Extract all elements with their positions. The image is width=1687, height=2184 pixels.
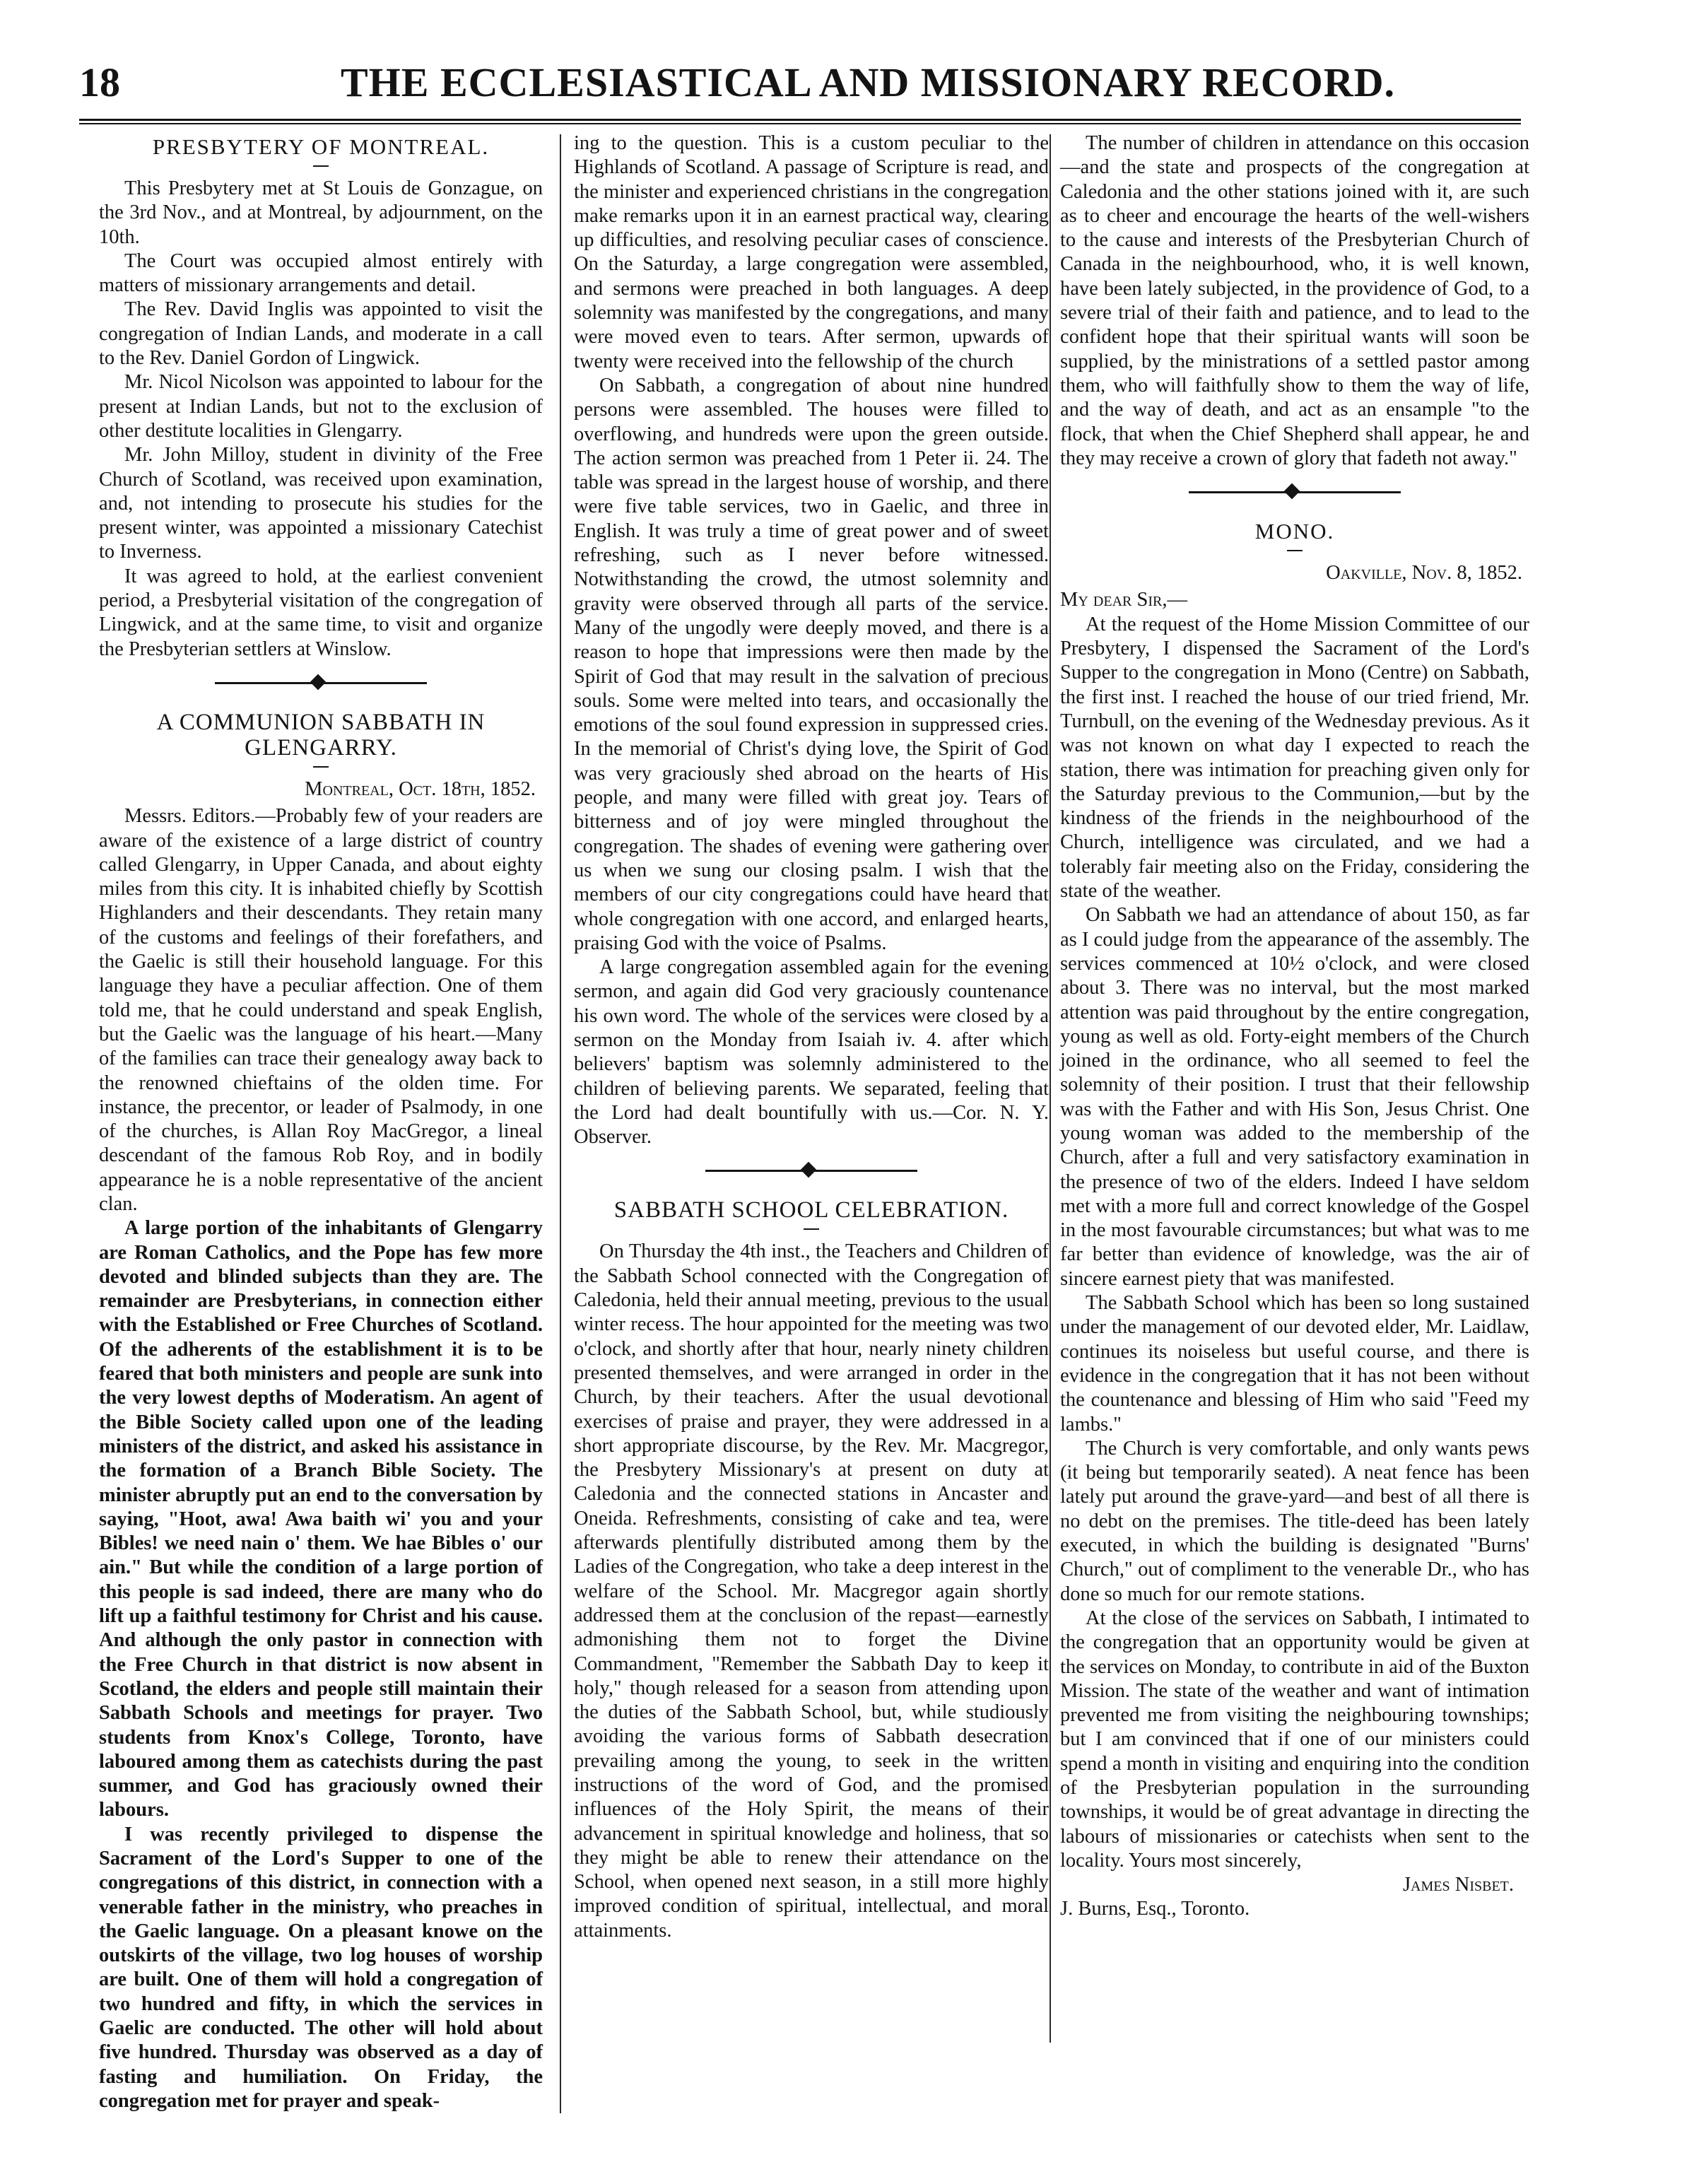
column-divider: [560, 134, 561, 2113]
paragraph: ing to the question. This is a custom peculiar to the Highlands of Scotland. A passage of Scripture is read, and the minister and experienced christians in the congregation make remarks upon it in an earnest practical way, clearing up difficulties, and resolving peculiar cases of conscience. On the Saturday, a large congregation were assembled, and sermons were preached in both languages. A deep solemnity was manifested by the congregations, and many were moved even to tears. After sermon, upwards of twenty were received into the fellowship of the church: [574, 132, 1049, 372]
paragraph: It was agreed to hold, at the earliest convenient period, a Presbyterial visitation of the congregation of Lingwick, and at the same time, to visit and organize the Presbyterian settlers at Winslow.: [99, 565, 543, 660]
page-header: [79, 58, 1521, 107]
addressee: J. Burns, Esq., Toronto.: [1060, 1898, 1250, 1920]
heading-dash: [313, 165, 329, 167]
column-1: [99, 131, 543, 2112]
signature: James Nisbet.: [1402, 1874, 1514, 1896]
heading-dash: [313, 766, 329, 768]
dateline: Oakville, Nov. 8, 1852.: [1326, 562, 1522, 585]
paragraph: Mr. John Milloy, student in divinity of the Free Church of Scotland, was received upon examination, and, not intending to prosecute his studies for the present winter, was appointed a missionary Catechist to Inverness.: [99, 444, 543, 563]
heading-dash: [1287, 550, 1303, 551]
article-heading-mono: MONO.: [1254, 519, 1335, 544]
paragraph: On Sabbath we had an attendance of about 150, as far as I could judge from the appearance of the assembly. The services commenced at 10½ o'clock, and were closed about 3. There was no interval, but the most marked attention was paid throughout by the entire congregation, young as well as old. Forty-eight members of the Church joined in the ordinance, who all seemed to feel the solemnity of their position. I trust that their fellowship was with the Father and with His Son, Jesus Christ. One young woman was added to the membership of the Church, after a full and very satisfactory examination in the presence of two of the elders. Indeed I have seldom met with a more full and correct knowledge of the Gospel in the most favourable circumstances; but what was to me far better than evidence of knowledge, was the air of sincere earnest piety that was manifested.: [1060, 904, 1529, 1290]
article-heading-presbytery-of-montreal: PRESBYTERY OF MONTREAL.: [152, 134, 490, 159]
paragraph: At the close of the services on Sabbath, I intimated to the congregation that an opportunity would be given at the services on Monday, to contribute in aid of the Buxton Mission. The state of the weather and want of intimation prevented me from visiting the neighbouring townships; but I am convinced that if one of our ministers could spend a month in visiting and enquiring into the condition of the Presbyterian population in the surrounding townships, it would be of great advantage in directing the labours of missionaries or catechists when sent to the locality. Yours most sincerely,: [1060, 1607, 1529, 1872]
paragraph: A large congregation assembled again for the evening sermon, and again did God very graciously countenance his own word. The whole of the services were closed by a sermon on the Monday from Isaiah iv. 4. after which believers' baptism was solemnly administered to the children of believing parents. We separated, feeling that the Lord had dealt bountifully with us.—Cor. N. Y. Observer.: [574, 956, 1049, 1149]
article-heading-sabbath-school: SABBATH SCHOOL CELEBRATION.: [613, 1197, 1009, 1223]
paragraph: At the request of the Home Mission Committee of our Presbytery, I dispensed the Sacrament of the Lord's Supper to the congregation in Mono (Centre) on Sabbath, the first inst. I reached the house of our tried friend, Mr. Turnbull, on the evening of the Wednesday previous. As it was not known on what day I expected to reach the station, there was intimation for preaching given only for the Saturday previous to the Communion,—but by the kindness of the friends in the neighbourhood of the Church, intelligence was circulated, and we had a tolerably fair meeting also on the Friday, considering the state of the weather.: [1060, 613, 1529, 903]
paragraph: The Church is very comfortable, and only wants pews (it being but temporarily seated). A neat fence has been lately put around the grave-yard—and best of all there is no debt on the premises. The title-deed has been lately executed, in which the building is designated "Burns' Church," out of compliment to the venerable Dr., who has done so much for our remote stations.: [1060, 1437, 1529, 1605]
section-ornament: [1189, 481, 1401, 506]
salutation: My dear Sir,—: [1060, 589, 1187, 611]
paragraph: I was recently privileged to dispense the Sacrament of the Lord's Supper to one of the congregations of this district, in connection with a venerable father in the ministry, who preaches in the Gaelic language. On a pleasant knowe on the outskirts of the village, two log houses of worship are built. One of them will hold a congregation of two hundred and fifty, in which the services in Gaelic are conducted. The other will hold about five hundred. Thursday was observed as a day of fasting and humiliation. On Friday, the congregation met for prayer and speak-: [99, 1823, 543, 2112]
paragraph: On Sabbath, a congregation of about nine hundred persons were assembled. The houses were filled to overflowing, and hundreds were upon the green outside. The action sermon was preached from 1 Peter ii. 24. The table was spread in the largest house of worship, and there were five table services, two in Gaelic, and three in English. It was truly a time of great power and of sweet refreshing, such as I never before witnessed. Notwithstanding the crowd, the utmost solemnity and gravity were observed through all parts of the service. Many of the ungodly were deeply moved, and there is a reason to hope that impressions were then made by the Spirit of God that may result in the salvation of precious souls. Some were melted into tears, and occasionally the emotions of the soul found expression in suppressed cries. In the memorial of Christ's dying love, the Spirit of God was very graciously shed abroad on the hearts of His people, and many were filled with great joy. Tears of bitterness and of joy were mingled throughout the congregation. The shades of evening were gathering over us when we sung our closing psalm. I wish that the members of our city congregations could have heard that whole congregation with one accord, and enlarged hearts, praising God with the voice of Psalms.: [574, 374, 1049, 954]
paragraph: This Presbytery met at St Louis de Gonzague, on the 3rd Nov., and at Montreal, by adjournment, on the 10th.: [99, 177, 543, 248]
column-divider: [1050, 134, 1051, 2043]
paragraph: The Sabbath School which has been so long sustained under the management of our devoted elder, Mr. Laidlaw, continues its noiseless but useful course, and there is evidence in the congregation that it has not been without the countenance and blessing of Him who said "Feed my lambs.": [1060, 1292, 1529, 1436]
running-title: THE ECCLESIASTICAL AND MISSIONARY RECORD.: [341, 59, 1395, 105]
paragraph: On Thursday the 4th inst., the Teachers and Children of the Sabbath School connected with the Congregation of Caledonia, held their annual meeting, previous to the usual winter recess. The hour appointed for the meeting was two o'clock, and shortly after that hour, nearly ninety children presented themselves, and were arranged in order in the Church, by their teachers. After the usual devotional exercises of praise and prayer, they were addressed in a short appropriate discourse, by the Rev. Mr. Macgregor, the Presbytery Missionary's at present on duty at Caledonia and the connected stations in Ancaster and Oneida. Refreshments, consisting of cake and tea, were afterwards plentifully distributed among them by the Ladies of the Congregation, who take a deep interest in the welfare of the School. Mr. Macgregor again shortly addressed them at the conclusion of the repast—earnestly admonishing them not to forget the Divine Commandment, "Remember the Sabbath Day to keep it holy," though released for a season from attending upon the duties of the Sabbath School, but, while studiously avoiding the various forms of Sabbath desecration prevailing among the young, to seek in the written instructions of the word of God, and the promised influences of the Holy Spirit, the means of their advancement in spiritual knowledge and holiness, that so they might be able to renew their attendance on the School, when opened next season, in a still more highly improved condition of spiritual, intellectual, and moral attainments.: [574, 1240, 1049, 1942]
header-double-rule: [79, 119, 1521, 124]
paragraph: A large portion of the inhabitants of Glengarry are Roman Catholics, and the Pope has few more devoted and blinded subjects than they are. The remainder are Presbyterians, in connection either with the Established or Free Churches of Scotland. Of the adherents of the establishment it is to be feared that both ministers and people are sunk into the very lowest depths of Moderatism. An agent of the Bible Society called upon one of the leading ministers of the district, and asked his assistance in the formation of a Branch Bible Society. The minister abruptly put an end to the conversation by saying, "Hoot, awa! Awa baith wi' you and your Bibles! we need nain o' them. We hae Bibles o' our ain." But while the condition of a large portion of this people is sad indeed, there are many who do lift up a faithful testimony for Christ and his cause. And although the only pastor in connection with the Free Church in that district is now absent in Scotland, the elders and people still maintain their Sabbath Schools and meetings for prayer. Two students from Knox's College, Toronto, have laboured among them as catechists during the past summer, and God has graciously owned their labours.: [99, 1217, 543, 1821]
paragraph: The Rev. David Inglis was appointed to visit the congregation of Indian Lands, and moderate in a call to the Rev. Daniel Gordon of Lingwick.: [99, 298, 543, 370]
article-heading-communion-sabbath: A COMMUNION SABBATH IN GLENGARRY.: [156, 709, 486, 761]
paragraph: The number of children in attendance on this occasion—and the state and prospects of the congregation at Caledonia and the other stations joined with it, are such as to cheer and encourage the hearts of the well-wishers to the cause and interests of the Presbyterian Church of Canada in the neighbourhood, who, it is well known, have been lately subjected, in the providence of God, to a severe trial of their faith and patience, and to lead to the confident hope that their spiritual wants will soon be supplied, by the ministrations of a settled pastor among them, who will faithfully show to them the way of life, and the way of death, and act as an ensample "to the flock, that when the Chief Shepherd shall appear, he and they may receive a crown of glory that fadeth not away.": [1060, 132, 1529, 469]
section-ornament: [705, 1159, 917, 1185]
column-2: [574, 131, 1049, 2069]
column-3: [1060, 131, 1529, 2069]
paragraph: Mr. Nicol Nicolson was appointed to labour for the present at Indian Lands, but not to the exclusion of other destitute localities in Glengarry.: [99, 371, 543, 442]
paragraph: Messrs. Editors.—Probably few of your readers are aware of the existence of a large district of country called Glengarry, in Upper Canada, and about eighty miles from this city. It is inhabited chiefly by Scottish Highlanders and their descendants. They retain many of the customs and feelings of their forefathers, and the Gaelic is still their household language. For this language they have a peculiar affection. One of them told me, that he could understand and speak English, but the Gaelic was the language of his heart.—Many of the families can trace their genealogy away back to the renowned chieftains of the olden time. For instance, the precentor, or leader of Psalmody, in one of the churches, is Allan Roy MacGregor, a lineal descendant of the famous Rob Roy, and in bodily appearance he is a noble representative of the ancient clan.: [99, 805, 543, 1215]
paragraph: The Court was occupied almost entirely with matters of missionary arrangements and detail.: [99, 249, 543, 297]
section-ornament: [215, 671, 427, 697]
page-number: 18: [79, 59, 120, 105]
heading-dash: [804, 1228, 819, 1230]
dateline: Montreal, Oct. 18th, 1852.: [305, 777, 536, 800]
